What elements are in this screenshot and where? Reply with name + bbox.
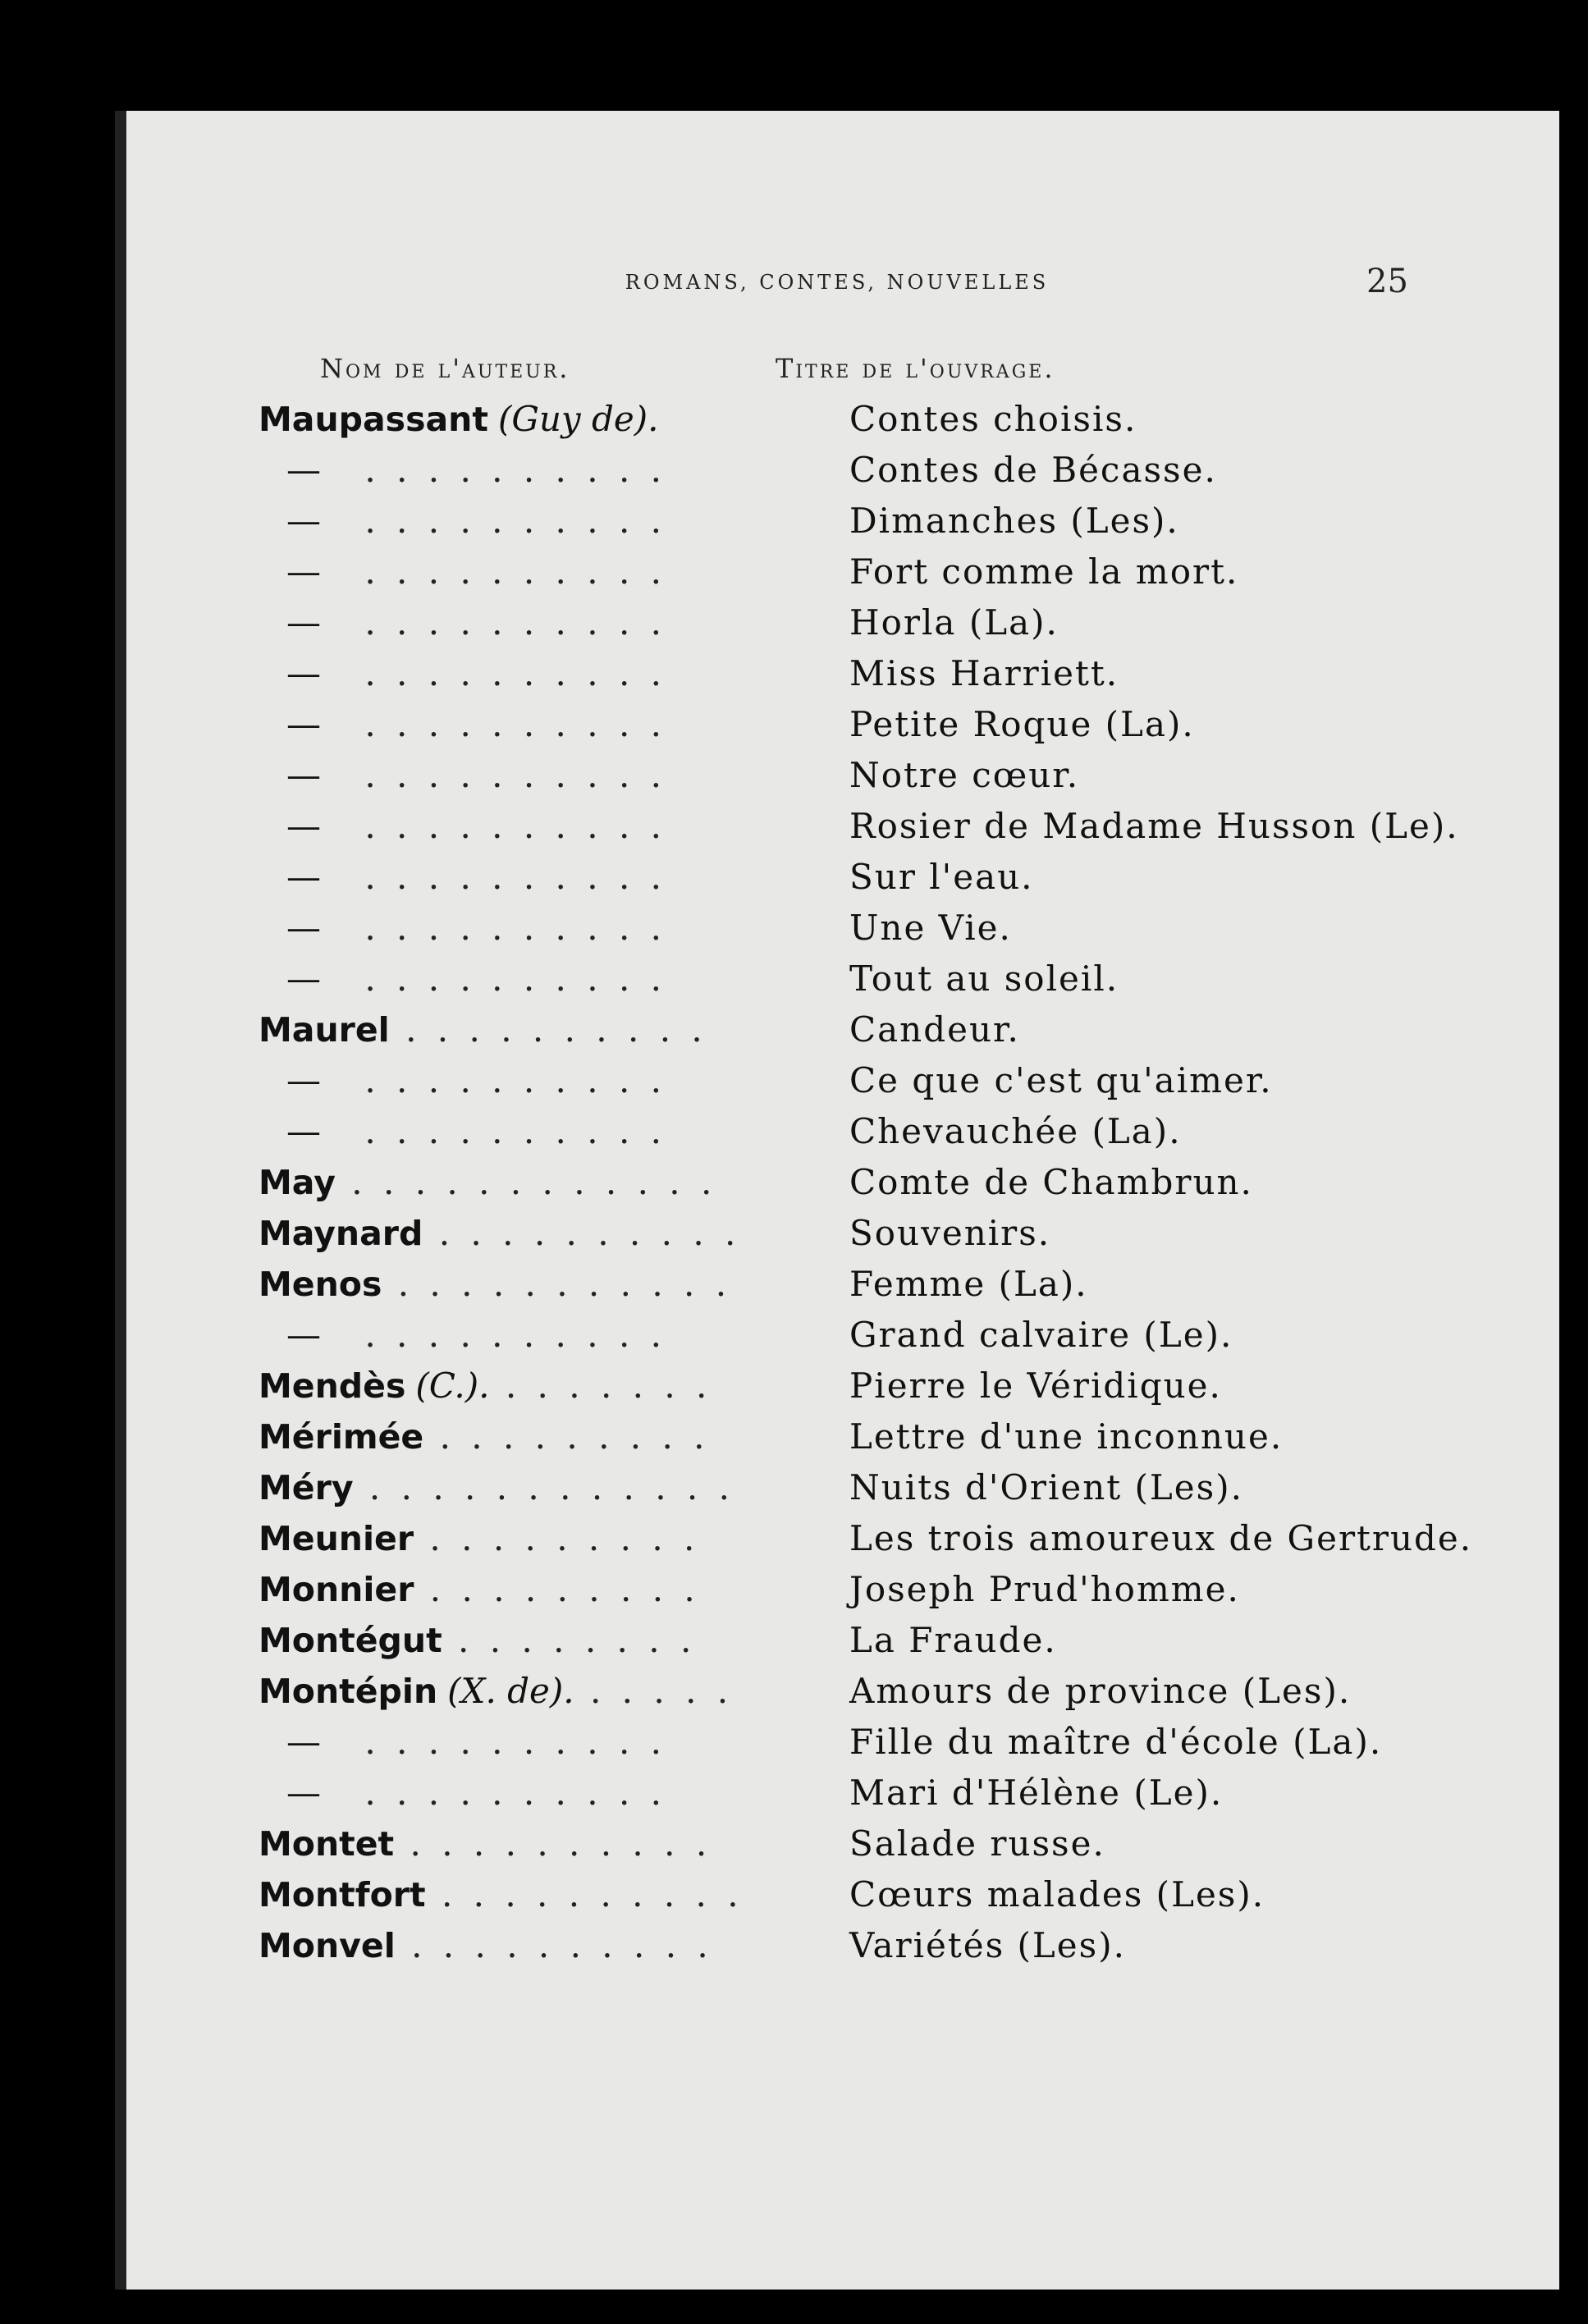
author-qualifier: (C.). [415, 1366, 490, 1406]
leader-dots: . . . . . . . . . . . [382, 1264, 732, 1304]
entry-author-cell [259, 1920, 713, 1971]
author-name: May [259, 1163, 336, 1202]
leader-dots: . . . . . . . . . . [423, 1213, 741, 1253]
work-title: La Fraude. [849, 1620, 1057, 1660]
entry-row [259, 699, 1490, 750]
running-head: ROMANS, CONTES, NOUVELLES [625, 271, 1050, 294]
leader-dots: . . . . . . . . . . [349, 704, 667, 744]
leader-dots: . . . . . . . . [442, 1620, 697, 1660]
ditto-dash: — [286, 857, 321, 897]
work-title: Nuits d'Orient (Les). [849, 1467, 1243, 1507]
entry-row [259, 394, 1490, 445]
author-name: Mérimée [259, 1417, 424, 1457]
entry-author-cell [259, 852, 666, 903]
work-title: Mari d'Hélène (Le). [849, 1773, 1224, 1813]
entry-author-cell [259, 1208, 740, 1259]
author-name: Meunier [259, 1519, 414, 1558]
entry-author-cell [259, 1106, 666, 1157]
page-number: 25 [1366, 263, 1408, 300]
entry-author-cell [259, 1869, 744, 1920]
entry-author-cell [259, 903, 666, 954]
entry-row [259, 1717, 1490, 1768]
entry-author-cell [259, 597, 666, 648]
author-name: Montfort [259, 1875, 426, 1915]
work-title: Rosier de Madame Husson (Le). [849, 806, 1459, 846]
work-title: Petite Roque (La). [849, 704, 1195, 744]
entry-row [259, 954, 1490, 1004]
work-title: Variétés (Les). [849, 1925, 1126, 1965]
work-title: Souvenirs. [849, 1213, 1051, 1253]
ditto-dash: — [286, 450, 321, 490]
author-name: Méry [259, 1468, 354, 1507]
entry-row [259, 1106, 1490, 1157]
entry-author-cell [259, 750, 666, 801]
entry-author-cell [259, 1818, 712, 1869]
leader-dots: . . . . . . . . . . [349, 501, 667, 541]
entry-row [259, 801, 1490, 852]
work-title: Miss Harriett. [849, 653, 1119, 693]
leader-dots: . . . . . [574, 1671, 734, 1711]
leader-dots: . . . . . . . . . . [349, 551, 667, 592]
work-title: Amours de province (Les). [849, 1671, 1352, 1711]
leader-dots: . . . . . . . . . . [349, 1773, 667, 1813]
work-title: Horla (La). [849, 602, 1059, 643]
leader-dots: . . . . . . . . . . [425, 1874, 744, 1915]
entry-row [259, 1157, 1490, 1208]
work-title: Lettre d'une inconnue. [849, 1416, 1284, 1457]
ditto-dash: — [286, 551, 321, 592]
entry-author-cell [259, 1564, 700, 1615]
ditto-dash: — [286, 653, 321, 693]
entry-row [259, 1615, 1490, 1666]
author-name: Monvel [259, 1926, 396, 1965]
entry-row [259, 1666, 1490, 1717]
author-name: Maurel [259, 1010, 390, 1050]
entry-author-cell [259, 648, 666, 699]
entry-author-cell [259, 699, 666, 750]
work-title: Joseph Prud'homme. [849, 1569, 1240, 1609]
leader-dots: . . . . . . . . . . [349, 653, 667, 693]
work-title: Sur l'eau. [849, 857, 1034, 897]
entry-author-cell [259, 1513, 699, 1564]
ditto-dash: — [286, 704, 321, 744]
entry-author-cell [259, 1157, 716, 1208]
entry-author-cell [259, 1411, 710, 1462]
entry-author-cell [259, 954, 666, 1004]
leader-dots: . . . . . . . . . [423, 1416, 710, 1457]
entry-row [259, 547, 1490, 597]
entry-row [259, 1208, 1490, 1259]
author-name: Menos [259, 1265, 382, 1304]
ditto-dash: — [286, 1722, 321, 1762]
work-title: Chevauchée (La). [849, 1111, 1182, 1151]
entry-author-cell [259, 1768, 666, 1818]
work-title: Comte de Chambrun. [849, 1162, 1253, 1202]
entry-author-cell [259, 1462, 735, 1513]
entry-row [259, 903, 1490, 954]
entry-row [259, 1513, 1490, 1564]
leader-dots: . . . . . . . . . . [389, 1009, 707, 1050]
entry-row [259, 1259, 1490, 1310]
leader-dots: . . . . . . . . . . . . [353, 1467, 735, 1507]
author-name: Montet [259, 1824, 395, 1864]
entry-row [259, 1768, 1490, 1818]
work-title: Notre cœur. [849, 755, 1080, 795]
work-title: Dimanches (Les). [849, 501, 1179, 541]
entry-author-cell [259, 547, 666, 597]
entry-row [259, 1055, 1490, 1106]
leader-dots: . . . . . . . . . . [349, 908, 667, 948]
entry-author-cell [259, 1004, 707, 1055]
work-title: Tout au soleil. [849, 958, 1119, 999]
work-title: Une Vie. [849, 908, 1012, 948]
ditto-dash: — [286, 1315, 321, 1355]
work-title: Candeur. [849, 1009, 1020, 1050]
entry-row [259, 1462, 1490, 1513]
work-title: Ce que c'est qu'aimer. [849, 1060, 1273, 1100]
entry-row [259, 750, 1490, 801]
entry-author-cell [259, 1259, 731, 1310]
ditto-dash: — [286, 908, 321, 948]
leader-dots: . . . . . . . . . . [349, 806, 667, 846]
entry-author-cell [259, 1310, 666, 1361]
ditto-dash: — [286, 1111, 321, 1151]
work-title: Les trois amoureux de Gertrude. [849, 1518, 1473, 1558]
author-name: Montégut [259, 1621, 442, 1660]
leader-dots: . . . . . . . . . . [349, 602, 667, 643]
entry-row [259, 1310, 1490, 1361]
work-title: Fille du maître d'école (La). [849, 1722, 1383, 1762]
author-name: Montépin [259, 1672, 438, 1711]
ditto-dash: — [286, 501, 321, 541]
author-name: Maupassant [259, 400, 488, 439]
leader-dots: . . . . . . . . . . [349, 857, 667, 897]
entry-row [259, 1920, 1490, 1971]
work-title: Cœurs malades (Les). [849, 1874, 1265, 1915]
ditto-dash: — [286, 1060, 321, 1100]
entry-author-cell [259, 394, 658, 445]
ditto-dash: — [286, 755, 321, 795]
leader-dots: . . . . . . . . . . [349, 1722, 667, 1762]
entry-author-cell [259, 1361, 712, 1411]
entry-author-cell [259, 496, 666, 547]
leader-dots: . . . . . . . . . . [349, 958, 667, 999]
entry-row [259, 445, 1490, 496]
leader-dots: . . . . . . . . . . [349, 755, 667, 795]
entry-row [259, 1004, 1490, 1055]
leader-dots: . . . . . . . [489, 1366, 712, 1406]
ditto-dash: — [286, 1773, 321, 1813]
leader-dots: . . . . . . . . . . [349, 1060, 667, 1100]
work-title: Femme (La). [849, 1264, 1088, 1304]
entry-author-cell [259, 1055, 666, 1106]
entry-author-cell [259, 1666, 733, 1717]
ditto-dash: — [286, 806, 321, 846]
work-title: Contes de Bécasse. [849, 450, 1217, 490]
column-header-author: Nom de l'auteur. [320, 353, 570, 384]
column-header-title: Titre de l'ouvrage. [776, 353, 1055, 384]
leader-dots: . . . . . . . . . . [395, 1925, 713, 1965]
author-qualifier: (Guy de). [497, 399, 659, 439]
entry-row [259, 1869, 1490, 1920]
author-name: Maynard [259, 1214, 423, 1253]
entry-author-cell [259, 1615, 696, 1666]
work-title: Fort comme la mort. [849, 551, 1239, 592]
leader-dots: . . . . . . . . . [414, 1569, 700, 1609]
entry-row [259, 1564, 1490, 1615]
entry-row [259, 1818, 1490, 1869]
entry-row [259, 852, 1490, 903]
ditto-dash: — [286, 958, 321, 999]
leader-dots: . . . . . . . . . . [349, 1111, 667, 1151]
entry-author-cell [259, 445, 666, 496]
ditto-dash: — [286, 602, 321, 643]
book-page [115, 111, 1559, 2290]
leader-dots: . . . . . . . . . . [349, 1315, 667, 1355]
work-title: Grand calvaire (Le). [849, 1315, 1233, 1355]
entry-author-cell [259, 801, 666, 852]
author-name: Mendès [259, 1366, 406, 1406]
work-title: Contes choisis. [849, 399, 1137, 439]
entry-row [259, 648, 1490, 699]
leader-dots: . . . . . . . . . . . . [335, 1162, 717, 1202]
entry-row [259, 496, 1490, 547]
entry-author-cell [259, 1717, 666, 1768]
page-spine-shadow [115, 111, 126, 2290]
leader-dots: . . . . . . . . . . [394, 1823, 712, 1864]
work-title: Salade russe. [849, 1823, 1105, 1864]
entry-row [259, 1411, 1490, 1462]
author-qualifier: (X. de). [447, 1671, 574, 1711]
author-name: Monnier [259, 1570, 414, 1609]
leader-dots: . . . . . . . . . [414, 1518, 700, 1558]
leader-dots: . . . . . . . . . . [349, 450, 667, 490]
entry-row [259, 597, 1490, 648]
entry-row [259, 1361, 1490, 1411]
work-title: Pierre le Véridique. [849, 1366, 1222, 1406]
